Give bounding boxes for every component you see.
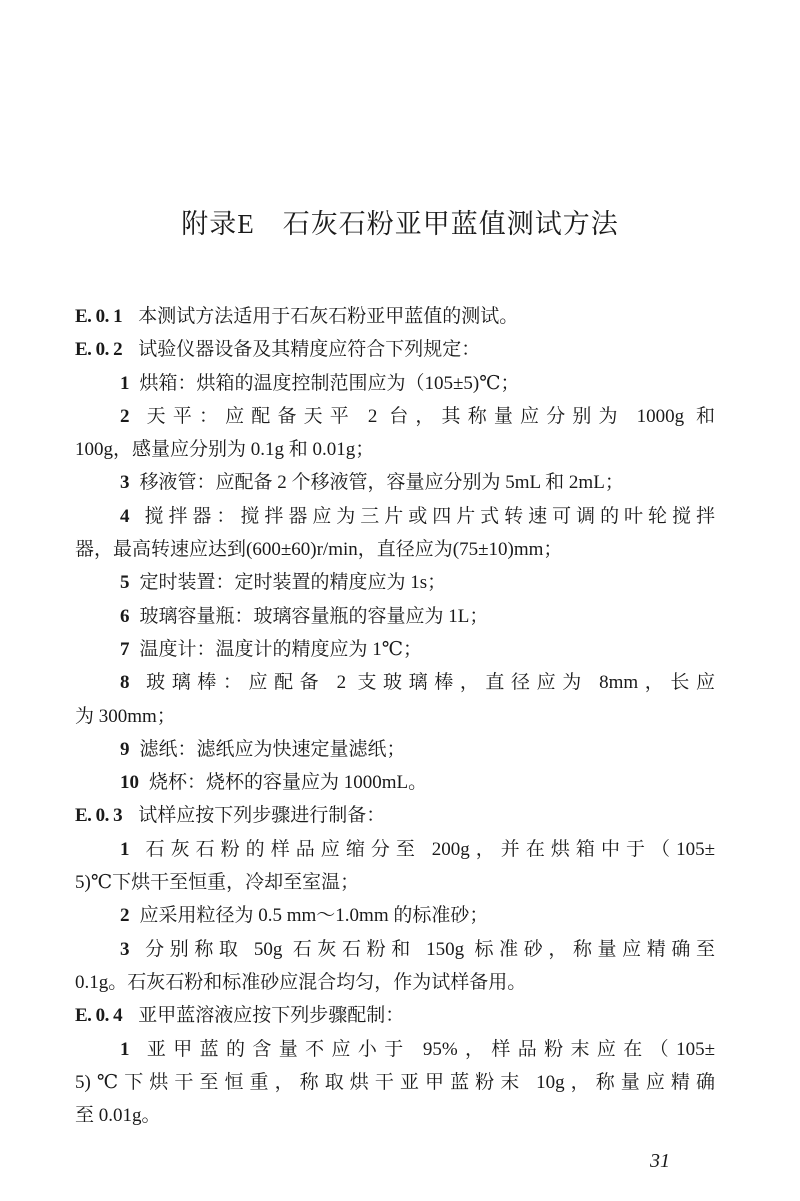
list-item: [75, 899, 715, 932]
clause-e03: [75, 799, 715, 832]
item-text: 天平：应配备天平 2 台，其称量应分别为 1000g 和: [139, 405, 715, 427]
item-text-continued: 0.1g。石灰石粉和标准砂应混合均匀，作为试样备用。: [75, 971, 527, 993]
item-text-continued: 5)℃下烘干至恒重，称取烘干亚甲蓝粉末 10g，称量应精确: [75, 1071, 715, 1093]
item-number: 5: [120, 572, 130, 594]
item-text: 温度计：温度计的精度应为 1℃；: [139, 638, 423, 660]
list-item: [75, 466, 715, 499]
item-text: 烧杯：烧杯的容量应为 1000mL。: [149, 772, 428, 794]
clause-number: E. 0. 4: [75, 1005, 123, 1027]
clause-number: E. 0. 1: [75, 306, 123, 327]
item-text: 搅拌器：搅拌器应为三片或四片式转速可调的叶轮搅拌: [139, 505, 715, 527]
list-item: [75, 600, 715, 633]
item-text-continued: 100g，感量应分别为 0.1g 和 0.01g；: [75, 439, 375, 461]
item-number: 2: [120, 405, 130, 427]
clause-text: 亚甲蓝溶液应按下列步骤配制：: [138, 1005, 405, 1027]
item-number: 3: [120, 938, 130, 960]
clause-text: 试样应按下列步骤进行制备：: [138, 805, 386, 827]
list-item: [75, 1033, 715, 1066]
item-number: 1: [120, 838, 130, 860]
list-item: [75, 367, 715, 400]
list-item: [75, 633, 715, 666]
item-number: 8: [120, 672, 130, 694]
clause-number: E. 0. 3: [75, 805, 123, 827]
list-item: [75, 833, 715, 866]
item-text: 亚甲蓝的含量不应小于 95%，样品粉末应在（105±: [139, 1038, 715, 1060]
item-text: 玻璃棒：应配备 2 支玻璃棒，直径应为 8mm，长应: [139, 672, 715, 694]
list-item: [75, 933, 715, 966]
item-text: 分别称取 50g 石灰石粉和 150g 标准砂，称量应精确至: [139, 938, 715, 960]
item-text: 玻璃容量瓶：玻璃容量瓶的容量应为 1L；: [139, 605, 489, 627]
clause-number: E. 0. 2: [75, 339, 123, 361]
item-text-continued: 5)℃下烘干至恒重，冷却至室温；: [75, 872, 360, 894]
appendix-name: 石灰石粉亚甲蓝值测试方法: [282, 209, 619, 239]
list-item: [75, 566, 715, 599]
list-item: [75, 733, 715, 766]
item-number: 3: [120, 472, 130, 494]
clause-e04: [75, 999, 715, 1032]
item-number: 2: [120, 905, 130, 927]
item-text-continued: 至 0.01g。: [75, 1105, 161, 1127]
item-number: 1: [120, 1038, 130, 1060]
clause-text: 本测试方法适用于石灰石粉亚甲蓝值的测试。: [138, 306, 519, 327]
item-text-continued: 器，最高转速应达到(600±60)r/min，直径应为(75±10)mm；: [75, 539, 563, 561]
document-body: [75, 300, 715, 1132]
clause-text: 试验仪器设备及其精度应符合下列规定：: [138, 339, 481, 361]
page-number: 31: [650, 1150, 670, 1172]
list-item: [75, 400, 715, 433]
item-number: 6: [120, 605, 130, 627]
list-item: [75, 500, 715, 533]
item-number: 9: [120, 738, 130, 760]
list-item: [75, 666, 715, 699]
item-text: 应采用粒径为 0.5 mm～1.0mm 的标准砂；: [139, 905, 489, 927]
item-text: 移液管：应配备 2 个移液管，容量应分别为 5mL 和 2mL；: [139, 472, 624, 494]
clause-e01: [75, 300, 715, 333]
item-text: 定时装置：定时装置的精度应为 1s；: [139, 572, 447, 594]
appendix-label: 附录E: [181, 209, 255, 239]
item-number: 7: [120, 638, 130, 660]
item-number: 10: [120, 772, 139, 794]
page-title: [0, 202, 800, 241]
item-number: 1: [120, 372, 130, 394]
item-text: 烘箱：烘箱的温度控制范围应为（105±5)℃；: [139, 372, 520, 394]
item-text: 石灰石粉的样品应缩分至 200g，并在烘箱中于（105±: [139, 838, 715, 860]
list-item: [75, 766, 715, 799]
item-text-continued: 为 300mm；: [75, 705, 176, 727]
item-number: 4: [120, 505, 130, 527]
item-text: 滤纸：滤纸应为快速定量滤纸；: [139, 738, 406, 760]
clause-e02: [75, 333, 715, 366]
